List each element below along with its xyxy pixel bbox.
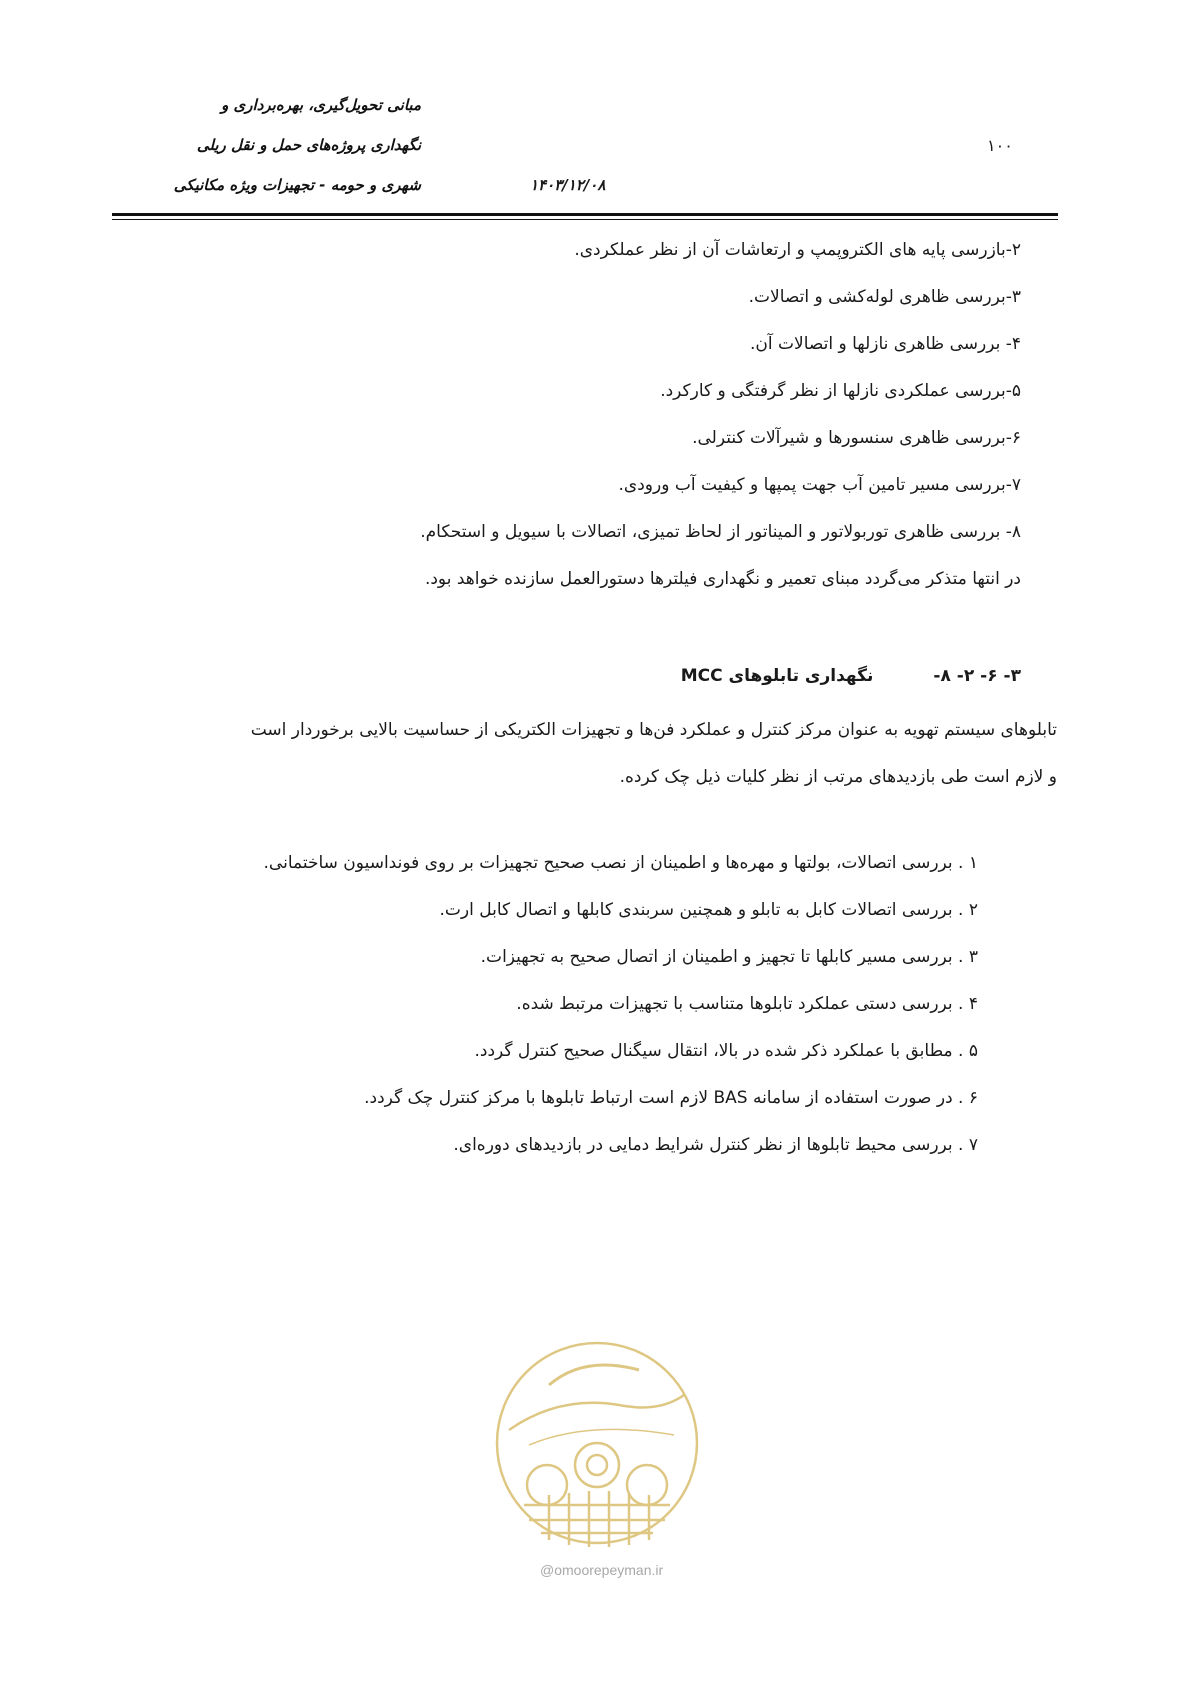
header-rule-thick xyxy=(112,213,1058,216)
header-title-line2: نگهداری پروژه‌های حمل و نقل ریلی xyxy=(196,136,421,154)
header-date: ۱۴۰۳/۱۲/۰۸ xyxy=(530,176,606,194)
list-item: ۶ . در صورت استفاده از سامانه BAS لازم است ارتباط تابلوها با مرکز کنترل چک گردد. xyxy=(364,1088,978,1108)
header-rule-thin xyxy=(112,219,1058,220)
checklist-line-4: ۴- بررسی ظاهری نازلها و اتصالات آن. xyxy=(749,334,1021,354)
header-title-line1: مبانی تحویل‌گیری، بهره‌برداری و xyxy=(221,96,421,114)
watermark-logo-icon xyxy=(489,1335,705,1551)
section-heading xyxy=(681,666,1021,686)
checklist-line-7: ۷-بررسی مسیر تامین آب جهت پمپها و کیفیت آب ورودی. xyxy=(618,475,1021,495)
checklist-closing-note: در انتها متذکر می‌گردد مبنای تعمیر و نگهداری فیلترها دستورالعمل سازنده خواهد بود. xyxy=(424,569,1021,589)
checklist-line-5: ۵-بررسی عملکردی نازلها از نظر گرفتگی و کارکرد. xyxy=(660,381,1021,401)
section-title: نگهداری تابلوهای MCC xyxy=(680,666,874,686)
list-item: ۵ . مطابق با عملکرد ذکر شده در بالا، انتقال سیگنال صحیح کنترل گردد. xyxy=(474,1041,978,1061)
list-item: ۷ . بررسی محیط تابلوها از نظر کنترل شرایط دمایی در بازدیدهای دوره‌ای. xyxy=(453,1135,978,1155)
list-item: ۳ . بررسی مسیر کابلها تا تجهیز و اطمینان از اتصال صحیح به تجهیزات. xyxy=(480,947,978,967)
intro-line-1: تابلوهای سیستم تهویه به عنوان مرکز کنترل و عملکرد فن‌ها و تجهیزات الکتریکی از حساسیت بالایی برخوردار است xyxy=(250,720,1057,740)
checklist-line-8: ۸- بررسی ظاهری توربولاتور و المیناتور از لحاظ تمیزی، اتصالات با سیویل و استحکام. xyxy=(420,522,1021,542)
checklist-line-3: ۳-بررسی ظاهری لوله‌کشی و اتصالات. xyxy=(748,287,1021,307)
header-title-line3: شهری و حومه - تجهیزات ویژه مکانیکی xyxy=(173,176,421,194)
checklist-line-2: ۲-بازرسی پایه های الکتروپمپ و ارتعاشات آن از نظر عملکردی. xyxy=(574,240,1021,260)
intro-line-2: و لازم است طی بازدیدهای مرتب از نظر کلیات ذیل چک کرده. xyxy=(619,767,1057,787)
list-item: ۴ . بررسی دستی عملکرد تابلوها متناسب با تجهیزات مرتبط شده. xyxy=(516,994,978,1014)
section-number: ۳- ۶- ۲- ۸- xyxy=(933,666,1021,686)
checklist-line-6: ۶-بررسی ظاهری سنسورها و شیرآلات کنترلی. xyxy=(692,428,1021,448)
list-item: ۱ . بررسی اتصالات، بولتها و مهره‌ها و اطمینان از نصب صحیح تجهیزات بر روی فونداسیون ساختمانی. xyxy=(263,853,978,873)
list-item: ۲ . بررسی اتصالات کابل به تابلو و همچنین سربندی کابلها و اتصال کابل ارت. xyxy=(439,900,978,920)
watermark-url: @omoorepeyman.ir xyxy=(540,1562,664,1578)
page-number: ۱۰۰ xyxy=(987,136,1013,155)
watermark-logo xyxy=(489,1335,705,1551)
